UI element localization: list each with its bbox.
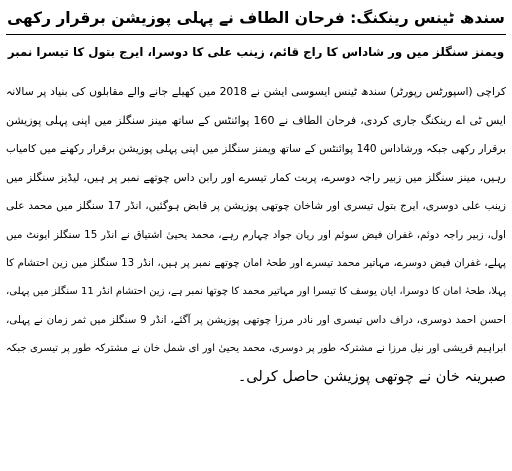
body-line: برقرار رکھی جبکہ ورشاداس 140 پوائنٹس کے ساتھ ویمنز سنگلز میں اپنی پہلی پوزیشن برقرار رکھنے میں کامیاب xyxy=(6,143,507,155)
body-line: احسن احمد دوسری، دراف داس تیسری اور نادر مرزا چوتھی پوزیشن پر آگئے، انڈر 9 سنگلز میں ثمر زمان نے پہلی، xyxy=(6,314,506,326)
body-line: پہلا، طحہٰ امان کا دوسرا، ایان یوسف کا تیسرا اور مہاتیر محمد کا چوتھا نمبر ہے، زین احتشام انڈر 11 سنگلز میں پہلی، xyxy=(6,285,506,297)
body-line: اول، زبیر راجہ دوئم، غفران فیض سوئم اور ریان جواد چہارم رہے، محمد یحییٰ اشتیاق نے انڈر 15 سنگلز ایونٹ میں xyxy=(6,228,507,241)
body-line: ابراہیم قریشی اور نیل مرزا نے مشترکہ طور پر دوسری، محمد یحییٰ اور ای شمل خان نے مشترکہ طور پر تیسری جبکہ xyxy=(6,342,506,354)
subheadline: ویمنز سنگلز میں ور شاداس کا راج قائم، زینب علی کا دوسرا، ایرج بتول کا تیسرا نمبر xyxy=(7,45,505,59)
body-line: کراچی (اسپورٹس رپورٹر) سندھ ٹینس ایسوسی ایشن نے 2018 میں کھیلے جانے والے مقابلوں کی بنیاد پر سالانہ xyxy=(6,85,506,98)
body-line: پہلے، غفران فیض دوسرے، مہاتیر محمد تیسرے اور طحہٰ امان چوتھے نمبر پر ہیں، انڈر 13 سنگلز میں زین احتشام کا xyxy=(6,257,506,269)
headline: سندھ ٹینس رینکنگ: فرحان الطاف نے پہلی پوزیشن برقرار رکھی xyxy=(7,9,505,27)
body-line: صبرینہ خان نے چوتھی پوزیشن حاصل کرلی۔ xyxy=(237,369,506,385)
article-body xyxy=(6,78,506,392)
headline-divider xyxy=(6,34,506,35)
body-line: زینب علی دوسری، ایرج بتول تیسری اور شاخان چوتھی پوزیشن پر قابض ہوگئیں، انڈر 17 سنگلز میں محمد علی xyxy=(6,200,506,212)
body-line: ایس ٹی اے رینکنگ جاری کردی، فرحان الطاف نے 160 پوائنٹس کے ساتھ مینز سنگلز میں اپنی پہلی پوزیشن xyxy=(6,113,506,127)
body-line: رہیں، مینز سنگلز میں زبیر راجہ دوسرے، پربت کمار تیسرے اور رابن داس چوتھے نمبر پر ہیں، لیڈیز سنگلز میں xyxy=(6,170,506,184)
